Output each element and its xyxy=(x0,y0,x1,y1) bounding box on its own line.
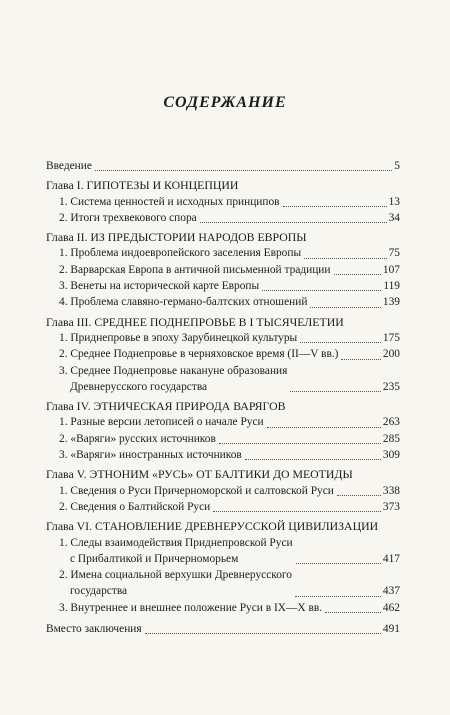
toc-entry xyxy=(46,245,400,261)
entry-title: 3. Внутреннее и внешнее положение Руси в IX—X вв. xyxy=(59,601,323,614)
toc-entry xyxy=(46,158,400,174)
entry-title: Вместо заключения xyxy=(46,623,142,636)
toc-entry xyxy=(46,278,400,294)
toc-entry xyxy=(46,483,400,499)
chapter-title: Глава II. ИЗ ПРЕДЫСТОРИИ НАРОДОВ ЕВРОПЫ xyxy=(46,230,307,245)
dot-leader xyxy=(300,342,381,343)
toc-chapter-heading xyxy=(46,398,400,414)
entry-title-line: 2. Имена социальной верхушки Древнерусского xyxy=(59,569,292,582)
page-number: 338 xyxy=(382,484,400,497)
toc-entry xyxy=(46,567,400,600)
entry-title: Введение xyxy=(46,160,92,172)
entry-title: 1. Сведения о Руси Причерноморской и салтовской Руси xyxy=(59,484,334,497)
page-title: СОДЕРЖАНИЕ xyxy=(163,94,287,111)
dot-leader xyxy=(283,206,387,207)
dot-leader xyxy=(325,612,381,613)
dot-leader xyxy=(290,391,381,392)
toc-entry xyxy=(46,414,400,430)
chapter-title: Глава VI. СТАНОВЛЕНИЕ ДРЕВНЕРУССКОЙ ЦИВИЛИЗАЦИИ xyxy=(46,519,379,534)
dot-leader xyxy=(295,596,381,597)
toc-entry xyxy=(46,346,400,362)
toc-entry xyxy=(46,499,400,515)
page-number: 417 xyxy=(382,552,400,565)
dot-leader xyxy=(296,563,381,564)
chapter-title: Глава IV. ЭТНИЧЕСКАЯ ПРИРОДА ВАРЯГОВ xyxy=(46,399,286,414)
toc-entry xyxy=(46,294,400,310)
page-number: 175 xyxy=(382,331,400,344)
dot-leader xyxy=(304,258,386,259)
toc-chapter-heading xyxy=(46,177,400,193)
page-number: 139 xyxy=(382,296,400,309)
page-number: 34 xyxy=(388,211,400,224)
dot-leader xyxy=(219,443,381,444)
entry-title: 3. Венеты на исторической карте Европы xyxy=(59,280,260,293)
dot-leader xyxy=(262,290,381,291)
entry-title: 4. Проблема славяно-германо-балтских отношений xyxy=(59,296,308,309)
toc-entry xyxy=(46,621,400,637)
page-number: 373 xyxy=(382,500,400,513)
page-number: 13 xyxy=(388,195,400,208)
entry-title-line: с Прибалтикой и Причерноморьем xyxy=(70,552,239,565)
entry-title: 2. Сведения о Балтийской Руси xyxy=(59,500,211,513)
entry-title-line: 3. Среднее Поднепровье накануне образования xyxy=(59,364,288,377)
page-number: 263 xyxy=(382,416,400,429)
page-number: 462 xyxy=(382,601,400,614)
dot-leader xyxy=(200,222,387,223)
entry-title: 2. Итоги трехвекового спора xyxy=(59,211,197,224)
toc-chapter-heading xyxy=(46,518,400,534)
page-number: 5 xyxy=(394,160,400,172)
dot-leader xyxy=(267,427,381,428)
toc-entry xyxy=(46,262,400,278)
toc-entry xyxy=(46,600,400,616)
page-number: 200 xyxy=(382,348,400,361)
toc-entry xyxy=(46,431,400,447)
dot-leader xyxy=(341,359,380,360)
page-number: 75 xyxy=(388,247,400,260)
dot-leader xyxy=(334,274,381,275)
entry-title: 2. Варварская Европа в античной письменной традиции xyxy=(59,263,331,276)
entry-title-line: 1. Следы взаимодействия Приднепровской Руси xyxy=(59,536,293,549)
page-number: 285 xyxy=(382,432,400,445)
toc-chapter-heading xyxy=(46,229,400,245)
entry-title: 3. «Варяги» иностранных источников xyxy=(59,449,242,462)
entry-title: 2. «Варяги» русских источников xyxy=(59,432,216,445)
page-number: 491 xyxy=(382,623,400,636)
dot-leader xyxy=(145,633,381,634)
dot-leader xyxy=(95,170,392,171)
chapter-title: Глава I. ГИПОТЕЗЫ И КОНЦЕПЦИИ xyxy=(46,178,239,193)
dot-leader xyxy=(213,511,381,512)
entry-title: 1. Приднепровье в эпоху Зарубинецкой культуры xyxy=(59,331,298,344)
entry-title-lines xyxy=(59,363,287,396)
toc-entry xyxy=(46,535,400,568)
chapter-title: Глава III. СРЕДНЕЕ ПОДНЕПРОВЬЕ В I ТЫСЯЧЕЛЕТИИ xyxy=(46,314,344,329)
page-number: 107 xyxy=(382,263,400,276)
chapter-title: Глава V. ЭТНОНИМ «РУСЬ» ОТ БАЛТИКИ ДО МЕОТИДЫ xyxy=(46,467,353,482)
entry-title: 1. Проблема индоевропейского заселения Европы xyxy=(59,247,302,260)
entry-title-line: Древнерусского государства xyxy=(70,380,208,393)
entry-title-lines xyxy=(59,567,292,600)
entry-title-lines xyxy=(59,535,293,568)
table-of-contents xyxy=(46,158,400,637)
toc-entry xyxy=(46,330,400,346)
dot-leader xyxy=(245,459,381,460)
page-number: 309 xyxy=(382,449,400,462)
toc-entry xyxy=(46,447,400,463)
page-number: 437 xyxy=(382,585,400,598)
page-number: 119 xyxy=(383,280,400,293)
entry-title: 1. Система ценностей и исходных принципов xyxy=(59,195,280,208)
page-number: 235 xyxy=(382,380,400,393)
toc-entry xyxy=(46,194,400,210)
toc-chapter-heading xyxy=(46,314,400,330)
entry-title: 2. Среднее Поднепровье в черняховское время (II—V вв.) xyxy=(59,348,339,361)
entry-title: 1. Разные версии летописей о начале Руси xyxy=(59,416,264,429)
entry-title-line: государства xyxy=(70,585,128,598)
toc-entry xyxy=(46,210,400,226)
dot-leader xyxy=(337,495,381,496)
toc-entry xyxy=(46,363,400,396)
dot-leader xyxy=(310,307,380,308)
toc-chapter-heading xyxy=(46,466,400,482)
